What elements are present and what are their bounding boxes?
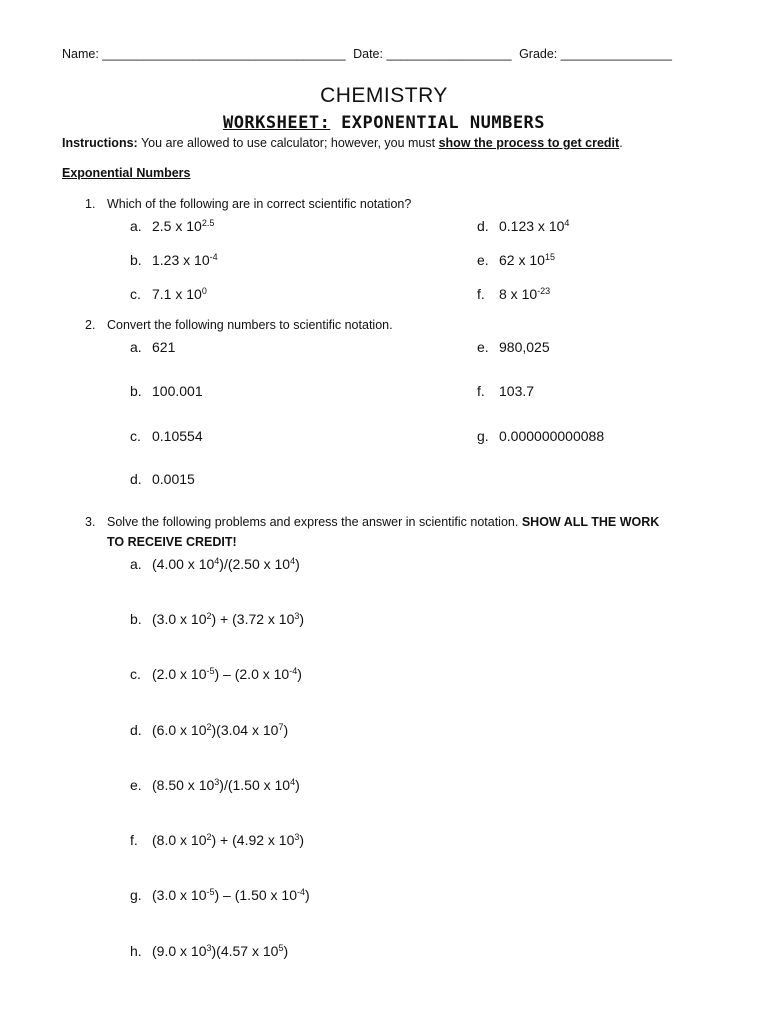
- instructions-emphasis: show the process to get credit: [438, 136, 620, 150]
- option-part: ): [299, 611, 305, 627]
- option-text: 100.001: [152, 383, 203, 399]
- option: [130, 943, 288, 959]
- option-exponent: 2.5: [201, 218, 215, 228]
- instructions: [62, 136, 623, 150]
- instructions-text: You are allowed to use calculator; however, you must: [140, 136, 436, 150]
- header-line: [62, 47, 672, 61]
- question-prompt: Which of the following are in correct scientific notation?: [107, 197, 412, 211]
- option-part: ) + (3.72 x 10: [211, 611, 295, 627]
- option-exponent: 3: [214, 777, 220, 787]
- option: [130, 777, 300, 793]
- option: [477, 218, 569, 234]
- option: [477, 252, 555, 268]
- option-letter: b.: [130, 383, 142, 399]
- option-exponent: -4: [209, 252, 218, 262]
- question-3: [85, 515, 659, 529]
- option-letter: a.: [130, 218, 142, 234]
- option-exponent: -23: [537, 286, 551, 296]
- option-text: 621: [152, 339, 176, 355]
- subtitle-main: EXPONENTIAL NUMBERS: [341, 113, 546, 133]
- instructions-label: Instructions:: [62, 136, 138, 150]
- question-prompt-bold-continued: TO RECEIVE CREDIT!: [107, 535, 237, 549]
- option-text: 0.000000000088: [499, 428, 605, 444]
- option-letter: a.: [130, 556, 142, 572]
- option-part: )/(1.50 x 10: [219, 777, 291, 793]
- name-field[interactable]: Name: ___________________________________: [62, 47, 346, 61]
- option-part: (3.0 x 10: [152, 887, 207, 903]
- option-text: 0.0015: [152, 471, 195, 487]
- option-letter: f.: [477, 383, 485, 399]
- option-letter: a.: [130, 339, 142, 355]
- option-letter: g.: [477, 428, 489, 444]
- option-part: ): [295, 777, 300, 793]
- instructions-end: .: [619, 136, 623, 150]
- option-letter: d.: [477, 218, 489, 234]
- option-base: 2.5 x 10: [152, 218, 202, 234]
- option-letter: f.: [130, 832, 138, 848]
- option-letter: g.: [130, 887, 142, 903]
- option-part: ): [299, 832, 305, 848]
- option: [477, 383, 534, 399]
- page-subtitle: [0, 113, 768, 133]
- option-exponent: 0: [201, 286, 207, 296]
- question-number: 1.: [85, 197, 96, 211]
- option-part: (8.50 x 10: [152, 777, 215, 793]
- option-letter: b.: [130, 252, 142, 268]
- option: [130, 218, 214, 234]
- option-exponent: -4: [289, 666, 298, 676]
- option-letter: d.: [130, 471, 142, 487]
- option: [130, 832, 304, 848]
- question-number: 3.: [85, 515, 96, 529]
- option-base: 0.123 x 10: [499, 218, 565, 234]
- option-letter: h.: [130, 943, 142, 959]
- option-exponent: 2: [206, 722, 212, 732]
- option-part: ): [297, 666, 302, 682]
- option-part: (3.0 x 10: [152, 611, 207, 627]
- option: [130, 383, 203, 399]
- option-exponent: 3: [294, 832, 300, 842]
- option: [130, 339, 175, 355]
- grade-field[interactable]: Grade: ________________: [519, 47, 672, 61]
- option-part: ) + (4.92 x 10: [211, 832, 295, 848]
- option-part: )(3.04 x 10: [211, 722, 279, 738]
- option-part: )(4.57 x 10: [211, 943, 279, 959]
- option: [130, 428, 203, 444]
- option-exponent: 3: [294, 611, 300, 621]
- option-letter: e.: [130, 777, 142, 793]
- date-field[interactable]: Date: __________________: [353, 47, 512, 61]
- option-exponent: 5: [278, 943, 284, 953]
- option-exponent: -4: [297, 887, 306, 897]
- question-prompt-bold: SHOW ALL THE WORK: [521, 515, 660, 529]
- option-exponent: 4: [564, 218, 570, 228]
- option-part: (6.0 x 10: [152, 722, 207, 738]
- option-part: ): [295, 556, 300, 572]
- option-letter: c.: [130, 428, 141, 444]
- option-exponent: 7: [278, 722, 284, 732]
- option-exponent: -5: [206, 887, 215, 897]
- option-part: ) – (1.50 x 10: [214, 887, 297, 903]
- option: [130, 722, 288, 738]
- question-number: 2.: [85, 318, 96, 332]
- option: [130, 286, 207, 302]
- option: [130, 556, 300, 572]
- question-prompt: Solve the following problems and express the answer in scientific notation.: [107, 515, 519, 529]
- question-1: [85, 197, 411, 211]
- option-part: ) – (2.0 x 10: [214, 666, 290, 682]
- option-part: (9.0 x 10: [152, 943, 207, 959]
- option-base: 7.1 x 10: [152, 286, 202, 302]
- option-letter: b.: [130, 611, 142, 627]
- option: [130, 887, 310, 903]
- option-letter: c.: [130, 286, 141, 302]
- option-exponent: 4: [214, 556, 220, 566]
- option-text: 980,025: [499, 339, 550, 355]
- option: [477, 339, 550, 355]
- option-letter: c.: [130, 666, 141, 682]
- option-part: )/(2.50 x 10: [219, 556, 291, 572]
- option: [477, 286, 550, 302]
- option-part: ): [305, 887, 310, 903]
- option-letter: e.: [477, 252, 489, 268]
- option-exponent: 2: [206, 611, 212, 621]
- option: [130, 471, 195, 487]
- option-part: (2.0 x 10: [152, 666, 207, 682]
- option-exponent: 2: [206, 832, 212, 842]
- option-base: 62 x 10: [499, 252, 545, 268]
- option-part: ): [283, 722, 289, 738]
- option-exponent: 4: [290, 777, 296, 787]
- question-2: [85, 318, 393, 332]
- option-base: 1.23 x 10: [152, 252, 210, 268]
- option-text: 0.10554: [152, 428, 203, 444]
- option: [130, 666, 302, 682]
- option-letter: f.: [477, 286, 485, 302]
- page-title: CHEMISTRY: [320, 84, 448, 107]
- option-exponent: 4: [290, 556, 296, 566]
- option-part: (4.00 x 10: [152, 556, 215, 572]
- section-title: Exponential Numbers: [62, 166, 191, 180]
- option: [130, 252, 218, 268]
- option-exponent: -5: [206, 666, 215, 676]
- option-exponent: 3: [206, 943, 212, 953]
- option-base: 8 x 10: [499, 286, 538, 302]
- option-part: ): [283, 943, 289, 959]
- option-letter: d.: [130, 722, 142, 738]
- question-prompt: Convert the following numbers to scientific notation.: [107, 318, 393, 332]
- option: [477, 428, 604, 444]
- option-text: 103.7: [499, 383, 535, 399]
- option-letter: e.: [477, 339, 489, 355]
- option: [130, 611, 304, 627]
- option-part: (8.0 x 10: [152, 832, 207, 848]
- subtitle-prefix: WORKSHEET:: [222, 113, 331, 133]
- option-exponent: 15: [544, 252, 555, 262]
